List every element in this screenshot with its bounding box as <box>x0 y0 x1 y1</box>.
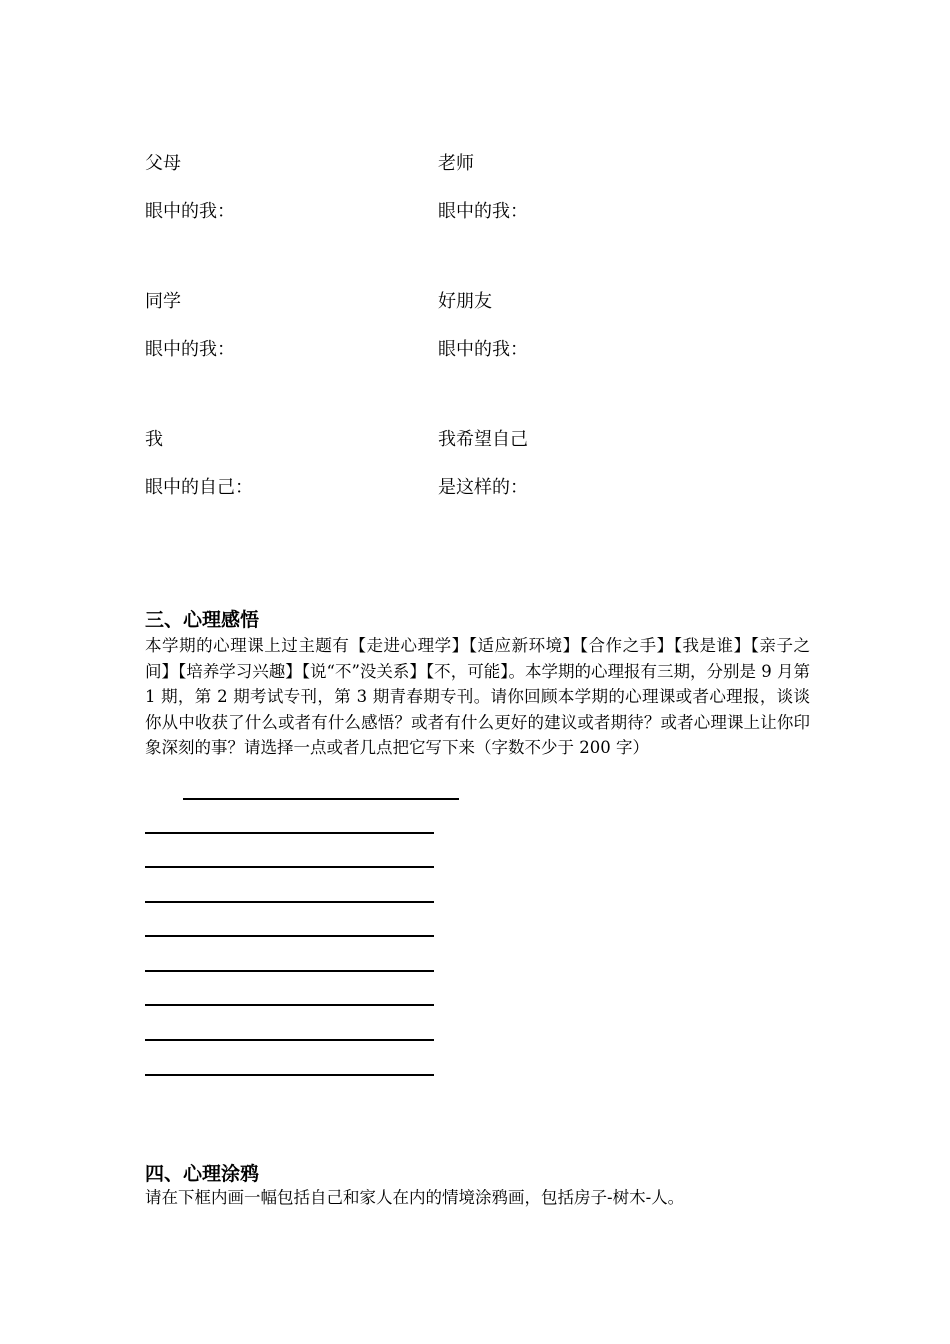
answer-line-2[interactable] <box>145 832 434 834</box>
best-friend-caption: 眼中的我： <box>438 339 528 360</box>
section-3-prompt: 本学期的心理课上过主题有【走进心理学】【适应新环境】【合作之手】【我是谁】【亲子之间】【培养学习兴趣】【说“不”没关系】【不，可能】。本学期的心理报有三期，分别是 9 月第 1 期，第 2 期考试专刊，第 3 期青春期专刊。请你回顾本学期的心理课或者心理报，谈谈你从中收获了什么或者有什么感悟？或者有什么更好的建议或者期待？或者心理课上让你印象深刻的事？请选择一点或者几点把它写下来（字数不少于 200 字） <box>145 636 810 757</box>
answer-line-1[interactable] <box>183 798 459 800</box>
answer-line-9[interactable] <box>145 1074 434 1076</box>
answer-line-4[interactable] <box>145 901 434 903</box>
section-3-heading: 三、心理感悟 <box>145 609 260 631</box>
section-4-heading: 四、心理涂鸦 <box>145 1163 260 1185</box>
section-4-instruction: 请在下框内画一幅包括自己和家人在内的情境涂鸦画，包括房子-树木-人。 <box>145 1188 685 1207</box>
answer-line-7[interactable] <box>145 1004 434 1006</box>
answer-line-5[interactable] <box>145 935 434 937</box>
parents-caption: 眼中的我： <box>145 201 235 222</box>
classmates-title: 同学 <box>145 291 181 312</box>
answer-line-3[interactable] <box>145 866 434 868</box>
answer-line-6[interactable] <box>145 970 434 972</box>
answer-line-8[interactable] <box>145 1039 434 1041</box>
classmates-caption: 眼中的我： <box>145 339 235 360</box>
self-title: 我 <box>145 429 163 450</box>
self-caption: 眼中的自己： <box>145 477 253 498</box>
parents-title: 父母 <box>145 153 181 174</box>
ideal-self-title: 我希望自己 <box>438 429 528 450</box>
teacher-caption: 眼中的我： <box>438 201 528 222</box>
teacher-title: 老师 <box>438 153 474 174</box>
ideal-self-caption: 是这样的： <box>438 477 528 498</box>
best-friend-title: 好朋友 <box>438 291 492 312</box>
